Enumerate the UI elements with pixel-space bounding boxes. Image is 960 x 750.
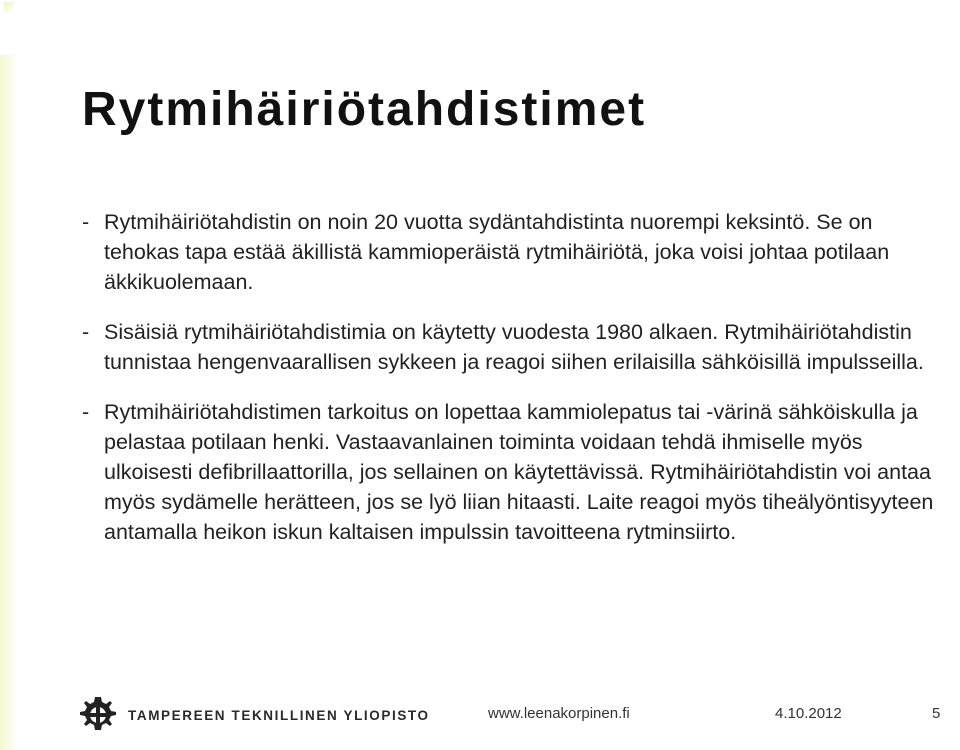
bullet-dash: - [82,400,90,424]
bullet-dash: - [82,210,90,234]
bullet-text: Rytmihäiriötahdistin on noin 20 vuotta sydäntahdistinta nuorempi keksintö. Se on tehokas tapa estää äkillistä kammioperäistä rytmihäiriötä, joka voisi johtaa potilaan äkkikuolemaan. [104,210,890,294]
bullet-item [82,317,952,377]
bullet-list [82,207,952,567]
bullet-text: Sisäisiä rytmihäiriötahdistimia on käytetty vuodesta 1980 alkaen. Rytmihäiriötahdistin tunnistaa hengenvaarallisen sykkeen ja reagoi siihen erilaisilla sähköisillä impulsseilla. [104,320,924,374]
bullet-dash: - [82,320,90,344]
bullet-item [82,397,952,547]
university-logo [76,690,430,740]
slide-title: Rytmihäiriötahdistimet [82,83,647,136]
accent-bar [0,55,18,750]
bullet-text: Rytmihäiriötahdistimen tarkoitus on lopettaa kammiolepatus tai -värinä sähköiskulla ja pelastaa potilaan henki. Vastaavanlainen toiminta voidaan tehdä ihmiselle myös ulkoisesti defibrillaattorilla, jos sellainen on käytettävissä. Rytmihäiriötahdistin voi antaa myös sydämelle herätteen, jos se lyö liian hitaasti. Laite reagoi myös tiheälyöntisyyteen antamalla heikon iskun kaltaisen impulssin tavoitteena rytminsiirto. [104,400,934,544]
footer-url-link[interactable]: www.leenakorpinen.fi [488,705,630,722]
logo-text: TAMPEREEN TEKNILLINEN YLIOPISTO [128,707,430,723]
corner-decoration [4,2,14,12]
bullet-item [82,207,952,297]
page-number: 5 [932,705,941,722]
gear-icon [76,693,120,737]
footer-date: 4.10.2012 [775,705,842,722]
